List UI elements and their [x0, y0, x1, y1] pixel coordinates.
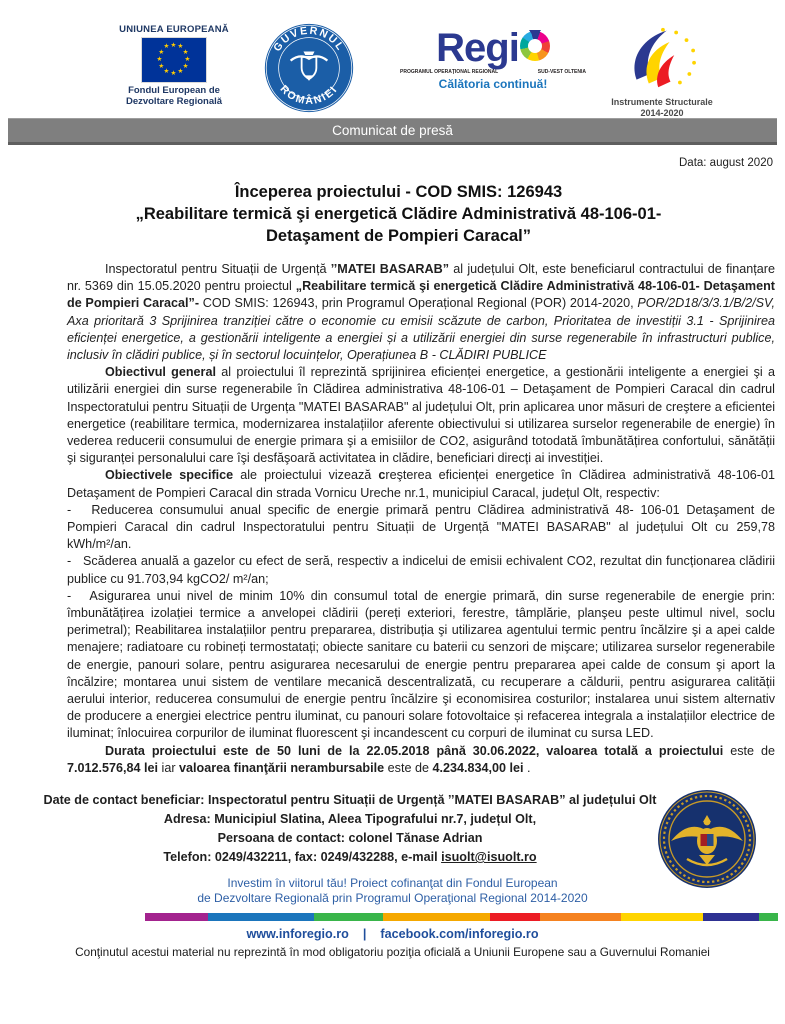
structural-instruments-logo [592, 25, 732, 119]
rainbow-segment-4 [490, 913, 540, 921]
document-title [0, 181, 785, 247]
body-content [0, 247, 785, 777]
contact-address: Adresa: Municipiul Slatina, Aleea Tipografului nr.7, județul Olt, [163, 812, 537, 827]
paragraph-obiectiv-general: Obiectivul general al proiectului îl reprezintă sprijinirea eficienței energetice, a gestionării inteligente a energiei şi a utilizării energiei din surse regenerabile în Clădirea administrativa 48-106-01 – Detaşament de Pompieri Caracal din cadrul Inspectoratului pentru Situații de Urgența "MATEI BASARAB" al județului Olt, prin aplicarea unor măsuri de creştere a eficientei energetice (reabilitare termica, modernizarea instalațiilor aferente obiectivului si utilizarea surselor regenerabile de energie) în vederea reducerii consumului de energie primara şi a emisiilor de CO2, asigurând totodată îmbunătățirea confortului, sănătății şi siguranței personalului care îşi desfăşoară activitatea in clădire, beneficiari direcți ai investiției. [67, 365, 775, 466]
rainbow-segment-2 [314, 913, 383, 921]
title-line1: Începerea proiectului - COD SMIS: 126943 [234, 183, 563, 201]
cofinance-line2: de Dezvoltare Regională prin Programul Operaţional Regional 2014-2020 [197, 891, 588, 906]
contact-beneficiary: Date de contact beneficiar: Inspectoratul pentru Situații de Urgență ’’MATEI BASARAB” al județului Olt [43, 793, 657, 808]
contact-phone-line: Telefon: 0249/432211, fax: 0249/432288, e-mail isuolt@isuolt.ro [163, 850, 537, 865]
rainbow-segment-3 [383, 913, 490, 921]
eu-star-icon: ★ [156, 55, 163, 63]
title-line2: „Reabilitare termică şi energetică Clădire Administrativă 48-106-01- Detaşament de Pompieri Caracal” [135, 205, 662, 245]
eu-star-icon: ★ [158, 62, 165, 70]
regio-subtitle-right: SUD-VEST OLTENIA [537, 69, 586, 75]
structural-instruments-line2: 2014-2020 [640, 108, 684, 118]
paragraph-durata: Durata proiectului este de 50 luni de la 22.05.2018 până 30.06.2022, valoarea totală a proiectului este de 7.012.576,84 lei iar valoarea finanţării nerambursabile este de 4.234.834,00 lei . [67, 743, 775, 775]
structural-instruments-swoosh-icon [602, 25, 722, 91]
paragraph-intro: Inspectoratul pentru Situații de Urgență ’’MATEI BASARAB” al județului Olt, este beneficiarul contractului de finanțare nr. 5369 din 15.05.2020 pentru proiectul „Reabilitare termică şi energetică Clădire Administrativă 48-106-01- Detaşament de Pompieri Caracal”- COD SMIS: 126943, prin Programul Operațional Regional (POR) 2014-2020, POR/2D18/3/3.1/B/2/SV, Axa prioritară 3 Sprijinirea tranziției către o economie cu emisii scăzute de carbon, Prioritatea de investiții 3.1 - Sprijinirea eficienței energetice, a gestionării inteligente a energiei și a utilizării energiei din surse regenerabile în infrastructuri publice, inclusiv în clădiri publice, și în sectorul locuințelor, Operațiunea B - CLĂDIRI PUBLICE [67, 262, 775, 363]
eu-star-icon: ★ [158, 48, 165, 56]
rainbow-segment-1 [208, 913, 315, 921]
svg-text:GUVERNUL: GUVERNUL [271, 24, 347, 54]
rainbow-segment-5 [540, 913, 621, 921]
rainbow-bar [145, 913, 778, 921]
rainbow-segment-6 [621, 913, 702, 921]
eu-star-icon: ★ [182, 62, 189, 70]
paragraph-obiective-specifice: Obiectivele specifice ale proiectului vizează creşterea eficienței energetice în Clădirea administrativă 48-106-01 Detaşament de Pompieri Caracal din strada Vornicu Ureche nr.1, municipiul Caracal, județul Olt, respectiv: [67, 468, 775, 500]
eu-star-icon: ★ [177, 67, 184, 75]
disclaimer-text: Conţinutul acestui material nu reprezintă în mod obligatoriu poziţia oficială a Uniunii Europene sau a Guvernului Romaniei [75, 945, 710, 960]
eu-logo-title: UNIUNEA EUROPEANĂ [119, 24, 229, 35]
inforegio-website-link[interactable]: www.inforegio.ro [246, 927, 349, 942]
date-line: Data: august 2020 [679, 157, 773, 169]
eu-star-icon: ★ [184, 55, 191, 63]
bullet-reducere-consum: - Reducerea consumului anual specific de energie primară pentru Clădirea administrativă 48- 106-01 Detaşament de Pompieri Caracal din cadrul Inspectoratului pentru Situații de Urgență "MATEI BASARAB" al județului Olt cu 259,78 kWh/m²/an. [67, 502, 775, 552]
eu-star-icon: ★ [170, 69, 177, 77]
rainbow-segment-7 [703, 913, 759, 921]
eu-star-icon: ★ [182, 48, 189, 56]
regio-tagline: Călătoria continuă! [438, 77, 548, 91]
regio-logo [398, 28, 588, 91]
contact-section [0, 791, 785, 867]
government-seal-svg [263, 22, 355, 114]
footer-links [0, 927, 785, 941]
cofinance-line1: Investim în viitorul tău! Proiect cofinanţat din Fondul European [227, 876, 558, 891]
eu-logo [86, 24, 262, 107]
contact-person: Persoana de contact: colonel Tănase Adrian [217, 831, 483, 846]
eu-logo-caption-line2: Dezvoltare Regională [125, 96, 223, 107]
eu-star-icon: ★ [163, 67, 170, 75]
rainbow-segment-0 [145, 913, 208, 921]
links-separator: | [362, 927, 367, 942]
structural-instruments-line1: Instrumente Structurale [611, 97, 713, 107]
press-release-banner [8, 118, 777, 145]
isu-olt-emblem-icon [657, 789, 757, 889]
eu-flag-icon [142, 38, 206, 82]
eu-logo-caption-line1: Fondul European de [128, 85, 220, 96]
inforegio-facebook-link[interactable]: facebook.com/inforegio.ro [380, 927, 539, 942]
header-logos [0, 22, 785, 118]
eu-star-icon: ★ [177, 43, 184, 51]
government-seal-icon [263, 22, 355, 114]
svg-text:ROMÂNIEI: ROMÂNIEI [277, 83, 341, 108]
regio-wheel-icon [520, 31, 550, 61]
banner-label: Comunicat de presă [332, 123, 453, 138]
eu-star-icon: ★ [163, 43, 170, 51]
regio-subtitle-left: PROGRAMUL OPERAŢIONAL REGIONAL [400, 69, 499, 75]
bullet-scadere-gaze: - Scăderea anuală a gazelor cu efect de seră, respectiv a indicelui de emisii echivalent CO2, rezultat din funcționarea clădirii publice cu 91.703,94 kgCO2/ m²/an; [67, 554, 775, 586]
rainbow-segment-8 [759, 913, 778, 921]
eu-star-icon: ★ [170, 41, 177, 49]
regio-wordmark: Regi [436, 26, 519, 70]
bullet-asigurare-nivel: - Asigurarea unui nivel de minim 10% din consumul total de energie primară, din surse regenerabile de energie prin: îmbunătățirea izolației termice a anvelopei clădirii (pereți exteriori, ferestre, tâmplărie, planşeu peste ultimul nivel, soclu perimetral); Reabilitarea instalațiilor pentru prepararea, distribuția şi utilizarea agentului termic pentru încălzire şi a apei calde menajere; radiatoare cu robineți termostatați; obiecte sanitare cu baterii cu senzori de mişcare; utilizarea surselor regenerabile de energie, panouri solare, pentru asigurarea necesarului de energie pentru prepararea apei calde de consum şi aport la încălzire; montarea unui sistem de ventilare mecanică descentralizată, cu recuperare a căldurii, pentru asigurarea calității aerului interior, reducerea consumului de energie pentru încălzire şi economisirea costurilor; instalarea unui sistem alternativ de producere a energiei electrice pentru iluminat, cu panouri solare fotovoltaice și refacerea integrala a instalațiilor electrice de iluminat; înlocuirea corpurilor de iluminat fluorescent şi incandescent cu corpuri de iluminat cu sursa LED. [67, 588, 775, 741]
contact-email-link[interactable]: isuolt@isuolt.ro [441, 850, 537, 865]
